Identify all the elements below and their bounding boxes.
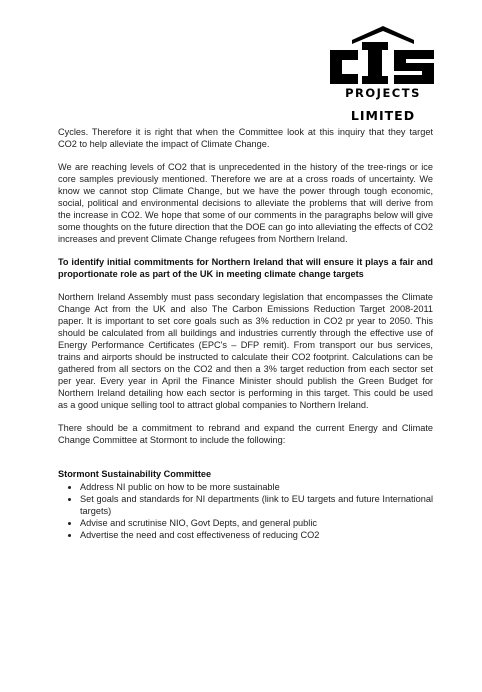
paragraph-co2-levels: We are reaching levels of CO2 that is unprecedented in the history of the tree-rings or ice core samples previously mentioned. Therefore we are at a cross roads of uncertainty. We know we cannot stop Climate Change, but we have the power through tough economic, social, political and environmental decisions to alleviate the problems that will derive from the increase in CO2. We hope that some of our comments in the paragraphs below will give some thoughts on the future direction that the DOE can go into alleviating the effects of CO2 increases and prevent Climate Change refugees from Northern Ireland. [58,162,433,244]
company-logo [322,22,444,126]
cis-logo-mark [322,22,444,86]
list-item: • Advertise the need and cost effectiveness of reducing CO2 [80,529,433,541]
paragraph-intro: Cycles. Therefore it is right that when the Committee look at this inquiry that they target CO2 to help alleviate the impact of Climate Change. [58,127,433,149]
committee-title: Stormont Sustainability Committee [58,469,212,479]
logo-text-limited: LIMITED [350,108,416,123]
section-heading: To identify initial commitments for Northern Ireland that will ensure it plays a fair and proportionate role as part of the UK in meeting climate change targets [58,257,433,279]
list-item: • Address NI public on how to be more sustainable [80,481,433,493]
paragraph-rebrand: There should be a commitment to rebrand and expand the current Energy and Climate Change Committee at Stormont to include the following: [58,423,433,445]
list-item: • Advise and scrutinise NIO, Govt Depts, and general public [80,517,433,529]
paragraph-assembly: Northern Ireland Assembly must pass secondary legislation that encompasses the Climate Change Act from the UK and also The Carbon Emissions Reduction Target 2008-2011 paper. It is important to set core goals such as 3% reduction in CO2 pr year to 2050. This should be calculated from all buildings and industries currently through the effective use of Energy Performance Certificates (EPC's – DFP remit). From transport our bus services, trains and airports should be instructed to calculate their CO2 footprint. Calculations can be gathered from all sectors on the CO2 and then a 3% target reduction from each sector set per year. Every year in April the Finance Minister should publish the Green Budget for Northern Ireland detailing how each sector is performing in this target. This could be used as a good unique selling tool to attract global companies to Northern Ireland. [58,292,433,410]
logo-text-projects: PROJECTS [345,86,421,100]
list-item: • Set goals and standards for NI departments (link to EU targets and future International targets) [80,493,433,517]
document-body [58,126,433,541]
committee-list [58,481,433,541]
